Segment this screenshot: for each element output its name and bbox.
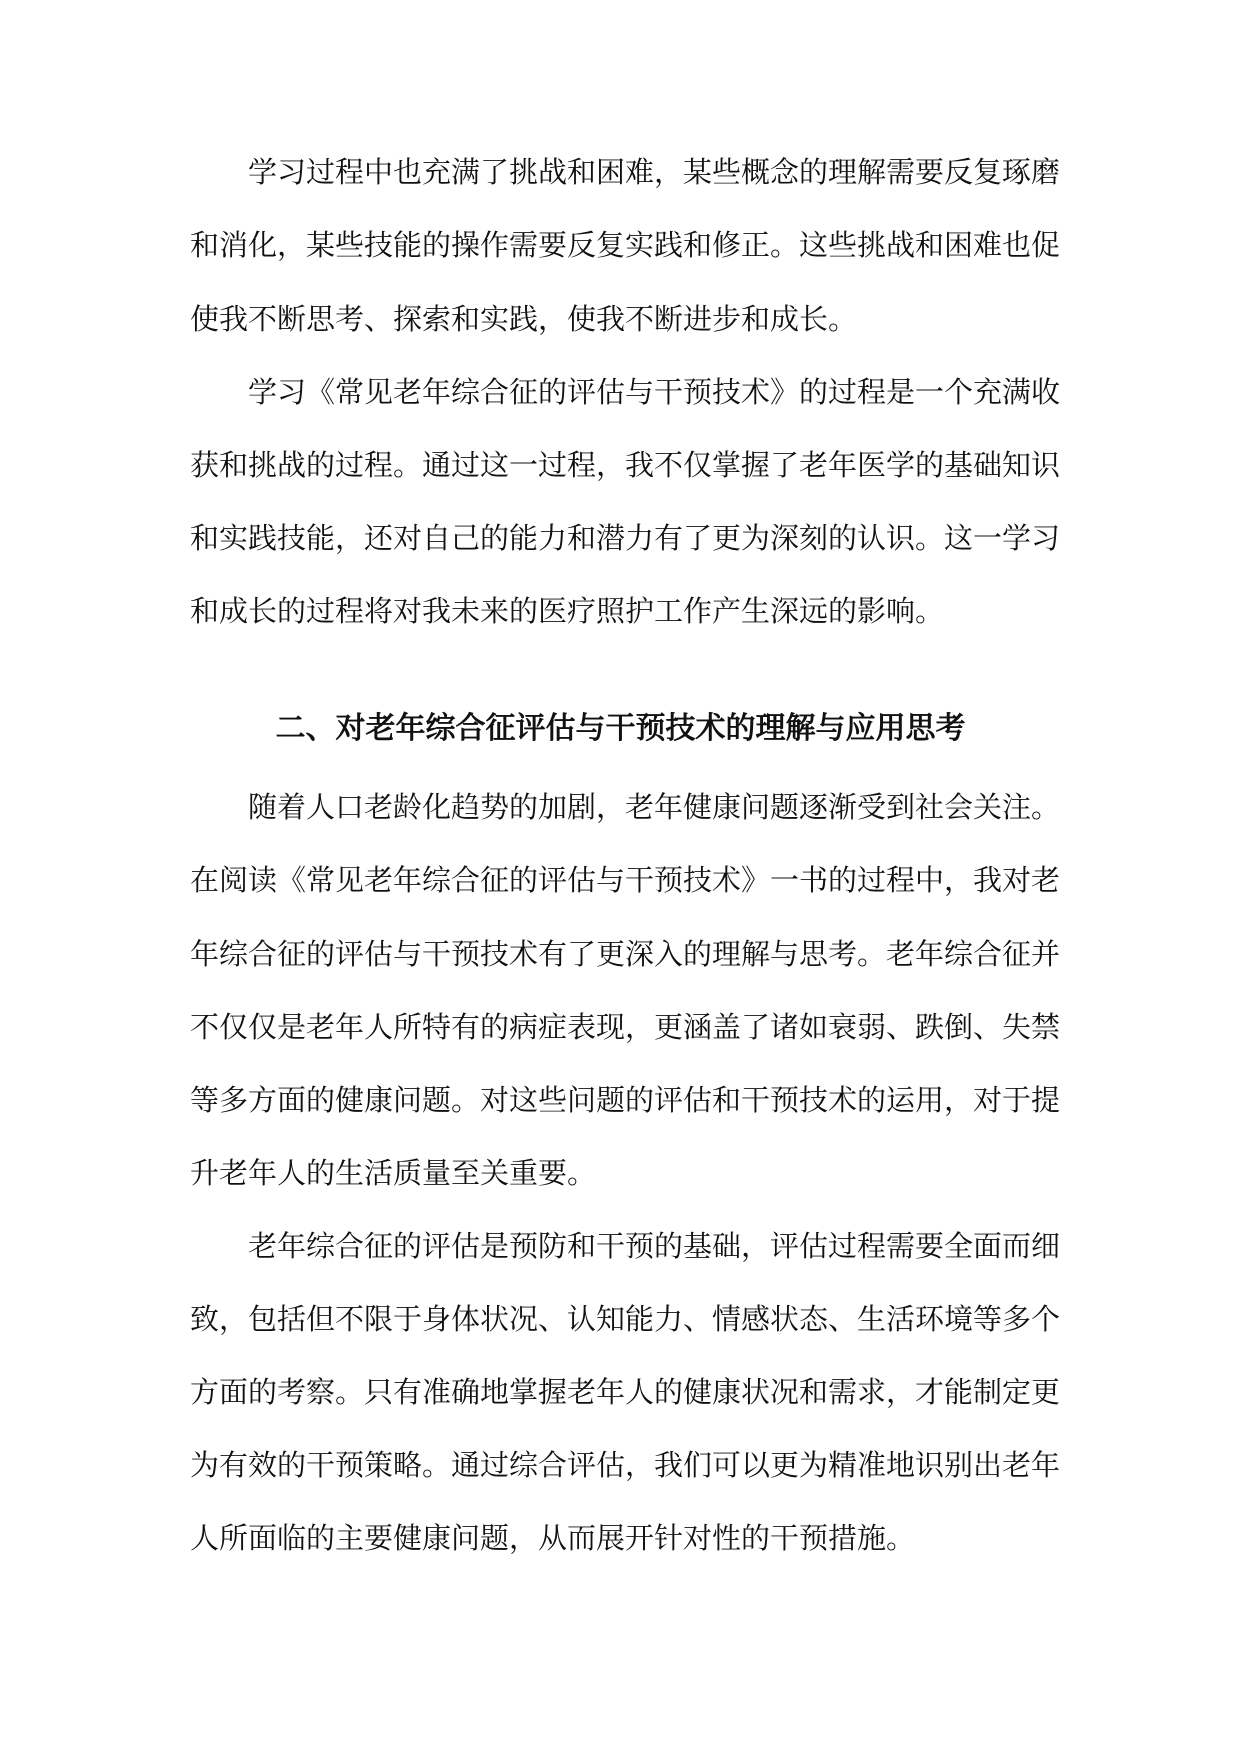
paragraph-1-line-3: 使我不断思考、探索和实践，使我不断进步和成长。 [190,302,858,336]
paragraph-3-line-5: 等多方面的健康问题。对这些问题的评估和干预技术的运用，对于提 [190,1083,1061,1117]
paragraph-1-line-2: 和消化，某些技能的操作需要反复实践和修正。这些挑战和困难也促 [190,228,1061,262]
paragraph-1-line-1: 学习过程中也充满了挑战和困难，某些概念的理解需要反复琢磨 [248,155,1061,189]
paragraph-3-line-6: 升老年人的生活质量至关重要。 [190,1156,597,1190]
paragraph-4-line-3: 方面的考察。只有准确地掌握老年人的健康状况和需求，才能制定更 [190,1375,1061,1409]
paragraph-3-line-4: 不仅仅是老年人所特有的病症表现，更涵盖了诸如衰弱、跌倒、失禁 [190,1010,1061,1044]
paragraph-2-line-2: 获和挑战的过程。通过这一过程，我不仅掌握了老年医学的基础知识 [190,448,1061,482]
section-heading: 二、对老年综合征评估与干预技术的理解与应用思考 [275,711,966,746]
paragraph-2-line-3: 和实践技能，还对自己的能力和潜力有了更为深刻的认识。这一学习 [190,521,1061,555]
paragraph-3-line-1: 随着人口老龄化趋势的加剧，老年健康问题逐渐受到社会关注。 [248,790,1061,824]
paragraph-3-line-2: 在阅读《常见老年综合征的评估与干预技术》一书的过程中，我对老 [190,863,1061,897]
paragraph-4-line-5: 人所面临的主要健康问题，从而展开针对性的干预措施。 [190,1521,916,1555]
paragraph-4-line-2: 致，包括但不限于身体状况、认知能力、情感状态、生活环境等多个 [190,1302,1061,1336]
paragraph-2-line-1: 学习《常见老年综合征的评估与干预技术》的过程是一个充满收 [248,375,1061,409]
paragraph-4-line-4: 为有效的干预策略。通过综合评估，我们可以更为精准地识别出老年 [190,1448,1061,1482]
paragraph-2-line-4: 和成长的过程将对我未来的医疗照护工作产生深远的影响。 [190,594,945,628]
paragraph-4-line-1: 老年综合征的评估是预防和干预的基础，评估过程需要全面而细 [248,1229,1061,1263]
paragraph-3-line-3: 年综合征的评估与干预技术有了更深入的理解与思考。老年综合征并 [190,937,1061,971]
